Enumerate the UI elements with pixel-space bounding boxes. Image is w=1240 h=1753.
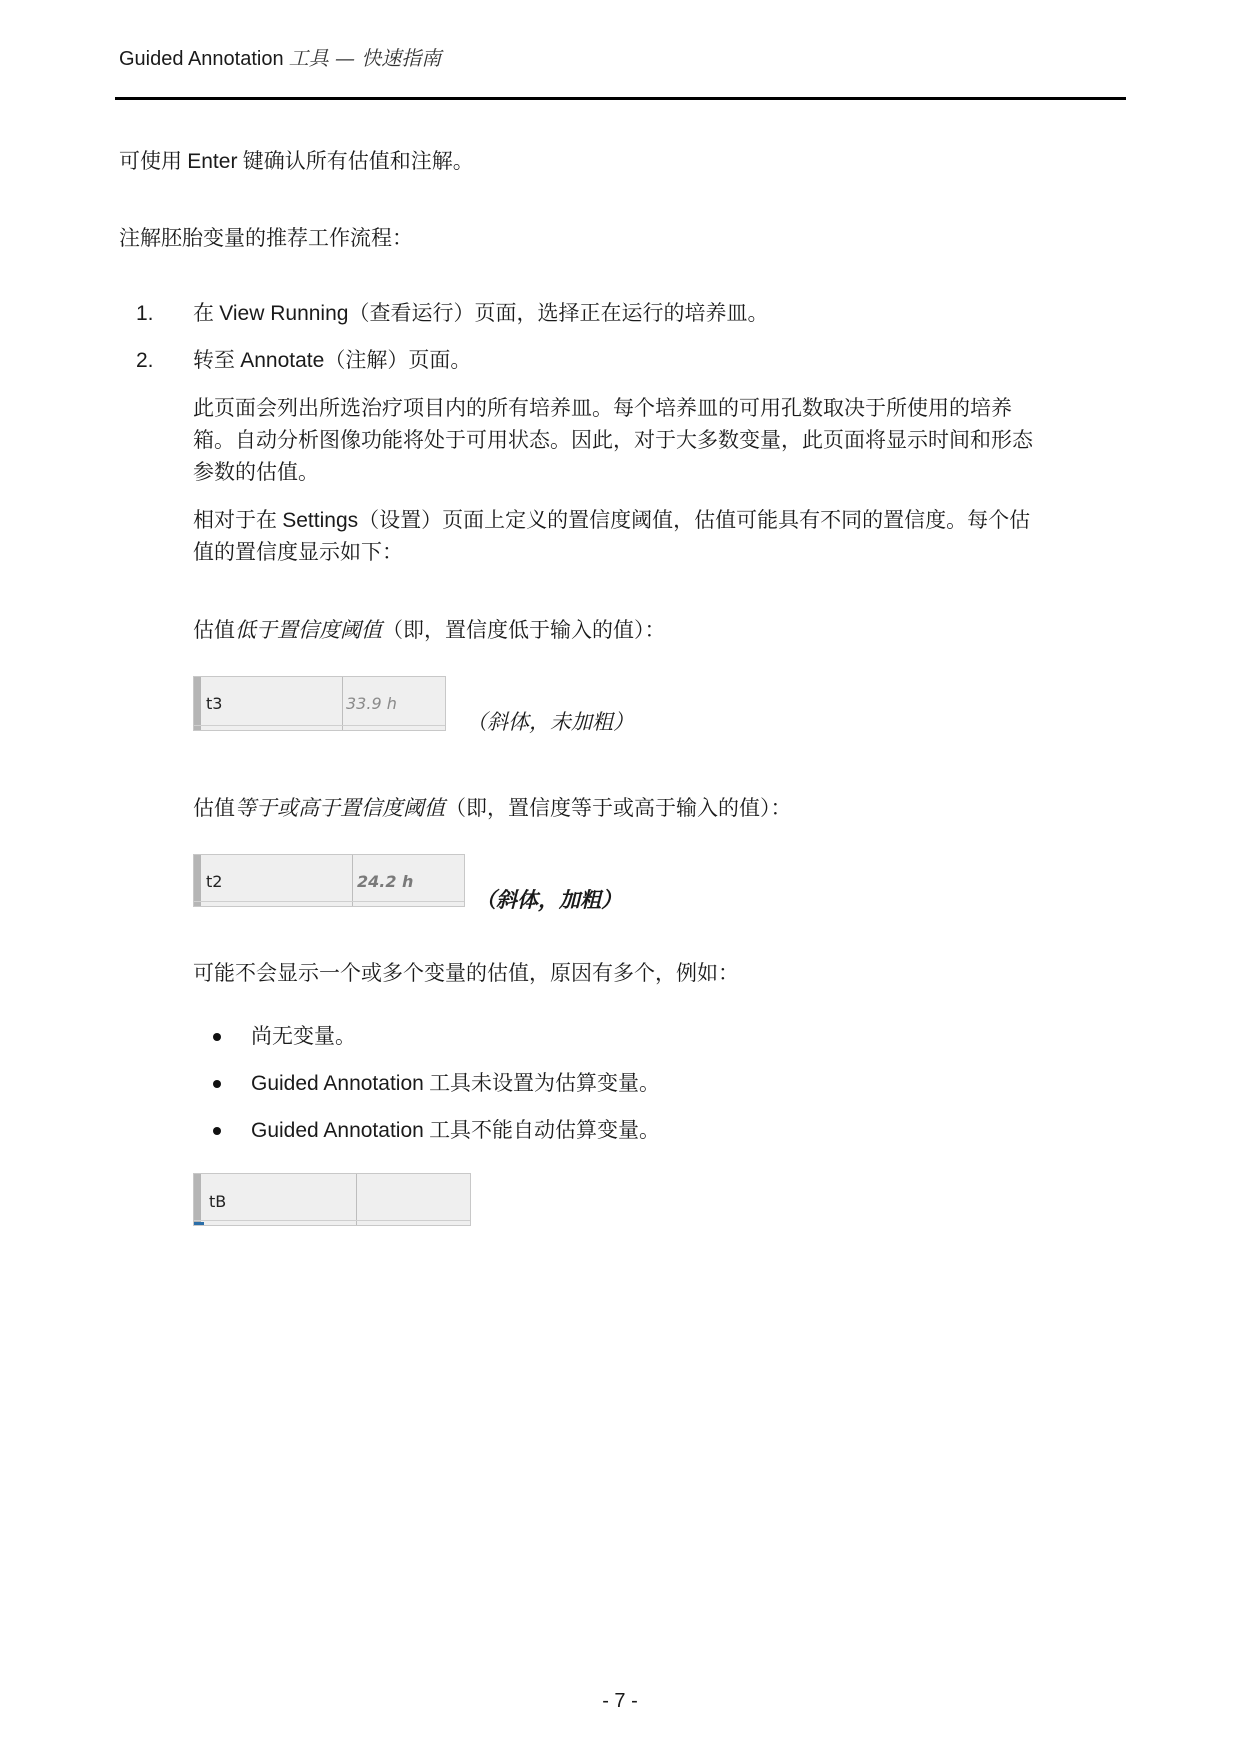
cell-divider: [342, 677, 343, 730]
above-threshold-heading: [193, 793, 792, 823]
step-1-en: View Running: [219, 302, 349, 325]
confidence-suffix: （设置）页面上定义的置信度阈值，估值可能具有不同的置信度。每个估: [358, 508, 1031, 532]
bullet-3-en: Guided Annotation: [251, 1119, 424, 1142]
bullet-dot: [213, 1127, 221, 1135]
step-2-number: 2.: [136, 349, 154, 372]
settings-en: Settings: [282, 509, 359, 532]
below-threshold-heading: [193, 615, 666, 645]
cell-variable-label: tB: [209, 1192, 227, 1211]
cell-variable-label: t2: [206, 872, 223, 891]
header-title-cn: 工具 — 快速指南: [288, 46, 442, 70]
below-threshold-note: （斜体，未加粗）: [466, 710, 634, 734]
step-2-detail-line-2: 箱。自动分析图像功能将处于可用状态。因此，对于大多数变量，此页面将显示时间和形态: [193, 428, 1033, 452]
confidence-line-2: 值的置信度显示如下：: [193, 540, 403, 564]
bullet-item-1: [251, 1021, 356, 1051]
cell-estimate-value: 33.9 h: [346, 694, 397, 713]
step-1-prefix: 在: [193, 301, 214, 325]
cell-left-bar: [194, 1174, 201, 1225]
step-2-detail-line-3: 参数的估值。: [193, 460, 319, 484]
above-emphasis: 等于或高于置信度阈值: [235, 796, 445, 820]
page-number: - 7 -: [602, 1690, 638, 1712]
bullet-3-text: 工具不能自动估算变量。: [429, 1118, 661, 1142]
cell-bottom-line: [194, 725, 445, 726]
cell-divider: [352, 855, 353, 906]
bullet-dot: [213, 1033, 221, 1041]
cell-variable-label: t3: [206, 694, 223, 713]
header-divider: [115, 97, 1126, 100]
confidence-prefix: 相对于在: [193, 508, 277, 532]
step-2-prefix: 转至: [193, 348, 235, 372]
enter-suffix: 键确认所有估值和注解。: [242, 149, 474, 173]
no-estimate-intro: 可能不会显示一个或多个变量的估值，原因有多个，例如：: [193, 961, 739, 985]
enter-prefix: 可使用: [119, 149, 182, 173]
enter-paragraph: [119, 146, 474, 177]
step-2-detail-line-1: 此页面会列出所选治疗项目内的所有培养皿。每个培养皿的可用孔数取决于所使用的培养: [193, 396, 1012, 420]
cell-divider: [356, 1174, 357, 1225]
below-prefix: 估值: [193, 618, 235, 642]
page-header-title: [119, 42, 441, 71]
step-1-suffix: （查看运行）页面，选择正在运行的培养皿。: [348, 301, 769, 325]
bullet-dot: [213, 1080, 221, 1088]
workflow-intro: 注解胚胎变量的推荐工作流程：: [119, 226, 413, 250]
above-threshold-note: （斜体，加粗）: [475, 887, 622, 912]
confidence-line-1: [193, 505, 1030, 536]
below-suffix: （即，置信度低于输入的值）：: [382, 618, 666, 642]
step-1-text: [193, 298, 768, 329]
no-estimate-cell: [193, 1173, 471, 1226]
below-emphasis: 低于置信度阈值: [235, 618, 382, 642]
bullet-2-en: Guided Annotation: [251, 1072, 424, 1095]
below-threshold-cell: [193, 676, 446, 731]
cell-left-bar: [194, 677, 201, 730]
cell-estimate-value: 24.2 h: [357, 872, 414, 891]
above-suffix: （即，置信度等于或高于输入的值）：: [445, 796, 792, 820]
cell-focus-marker: [194, 1222, 204, 1225]
bullet-2-text: 工具未设置为估算变量。: [429, 1071, 661, 1095]
cell-left-bar: [194, 855, 201, 906]
step-2-suffix: （注解）页面。: [324, 348, 472, 372]
above-prefix: 估值: [193, 796, 235, 820]
bullet-item-3: [251, 1115, 660, 1146]
cell-bottom-line: [194, 901, 464, 902]
cell-bottom-line: [194, 1220, 470, 1221]
header-title-en: Guided Annotation: [119, 48, 284, 70]
bullet-item-2: [251, 1068, 660, 1099]
bullet-1-text: 尚无变量。: [251, 1024, 356, 1048]
enter-key-text: Enter: [187, 150, 238, 173]
step-2-en: Annotate: [240, 349, 325, 372]
above-threshold-cell: [193, 854, 465, 907]
step-1-number: 1.: [136, 302, 154, 325]
step-2-text: [193, 345, 471, 376]
